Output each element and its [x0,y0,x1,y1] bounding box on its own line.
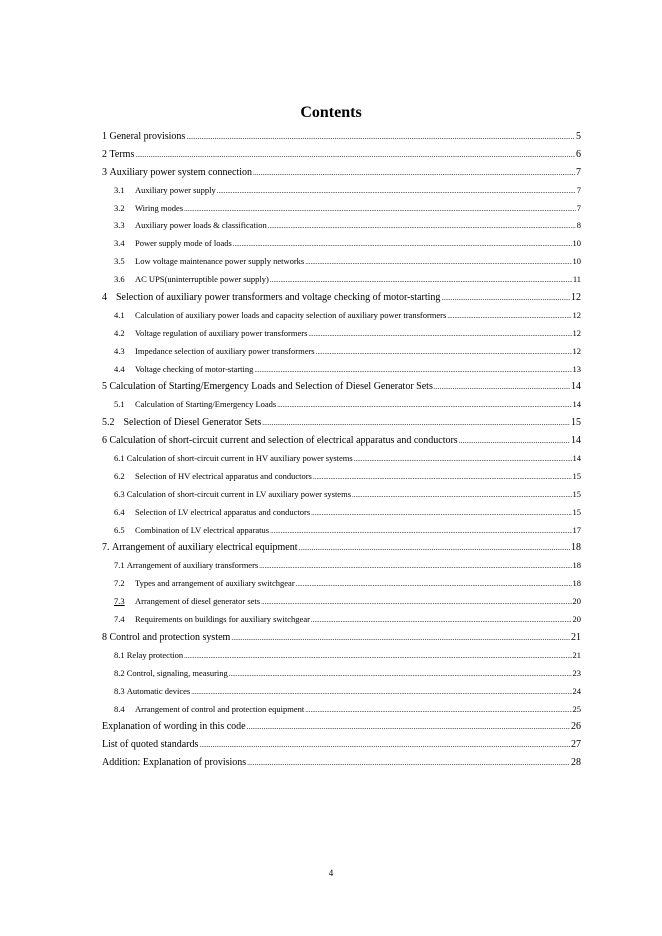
dot-leader [305,704,571,714]
toc-entry-page: 27 [571,739,581,751]
toc-entry[interactable] [102,614,581,632]
toc-entry-number: 6.5 [114,524,125,535]
dot-leader [311,507,571,517]
toc-entry-title: Selection of LV electrical apparatus and conductors [135,506,311,517]
toc-entry-number: 6.4 [114,506,125,517]
toc-entry-number: 8 [102,631,107,643]
toc-entry[interactable] [102,650,581,668]
toc-entry-title: Low voltage maintenance power supply networks [135,256,305,267]
toc-entry-title: Calculation of short-circuit current in LV auxiliary power systems [126,488,352,499]
toc-entry-page: 28 [571,757,581,769]
toc-entry-title: Wiring modes [135,202,184,213]
dot-leader [313,471,572,481]
toc-entry-number: 5.2 [102,417,115,429]
toc-entry-title: Power supply mode of loads [135,238,232,249]
toc-entry-number: 4.1 [114,309,125,320]
dot-leader [184,650,571,660]
toc-entry-title: Arrangement of auxiliary transformers [126,560,259,571]
toc-entry-title: General provisions [109,131,186,142]
toc-entry-page: 23 [572,667,581,678]
toc-entry-page: 8 [576,220,581,231]
toc-entry[interactable] [102,596,581,614]
toc-entry[interactable] [102,435,581,453]
toc-entry[interactable] [102,131,581,149]
toc-entry-title: Arrangement of diesel generator sets [135,596,261,607]
toc-entry[interactable] [102,721,581,739]
toc-entry-page: 14 [571,435,581,447]
toc-entry-number: 3.2 [114,202,125,213]
toc-entry-title: Requirements on buildings for auxiliary switchgear [135,614,310,625]
dot-leader [270,274,572,284]
toc-entry[interactable] [102,346,581,364]
dot-leader [199,739,570,750]
toc-entry[interactable] [102,471,581,489]
toc-entry-number: 8.4 [114,703,125,714]
dot-leader [441,292,570,303]
toc-entry[interactable] [102,739,581,757]
toc-entry-page: 7 [576,184,581,195]
toc-entry-title: Arrangement of auxiliary electrical equipment [112,542,298,554]
toc-entry-title: Arrangement of control and protection equipment [135,703,305,714]
dot-leader [434,381,570,392]
toc-entry-title: Auxiliary power system connection [109,166,252,178]
table-of-contents [102,131,581,775]
toc-entry-page: 24 [572,685,581,696]
toc-entry-page: 6 [576,148,581,160]
toc-entry-number: 5 [102,381,107,393]
toc-entry[interactable] [102,274,581,292]
toc-entry-title: Automatic devices [126,685,191,696]
toc-entry[interactable] [102,489,581,507]
toc-entry-title: Explanation of wording in this code [102,721,246,733]
dot-leader [254,364,571,374]
toc-entry-page: 18 [572,560,581,571]
toc-entry-page: 18 [571,542,581,554]
toc-entry[interactable] [102,704,581,722]
toc-entry-page: 17 [572,524,581,535]
toc-entry-page: 15 [572,506,581,517]
toc-entry-number: 6.2 [114,470,125,481]
toc-entry-number: 3 [102,166,107,178]
toc-entry-number: 6.3 [114,488,125,499]
dot-leader [296,578,572,588]
toc-entry-page: 7 [576,202,581,213]
toc-entry-page: 14 [571,381,581,393]
toc-entry-page: 12 [572,309,581,320]
toc-entry-title: Control, signaling, measuring [126,667,228,678]
toc-entry-number: 3.5 [114,256,125,267]
toc-entry[interactable] [102,220,581,238]
dot-leader [459,435,570,446]
toc-entry-title: Combination of LV electrical apparatus [135,524,270,535]
toc-entry-title: Calculation of auxiliary power loads and capacity selection of auxiliary power transformers [135,309,447,320]
toc-entry-title: Calculation of short-circuit current in HV auxiliary power systems [126,453,353,464]
toc-entry-page: 5 [576,131,581,142]
toc-entry[interactable] [102,560,581,578]
toc-entry-number: 8.3 [114,685,125,696]
toc-entry-title: Addition: Explanation of provisions [102,757,247,769]
toc-entry[interactable] [102,507,581,525]
toc-entry-page: 10 [572,256,581,267]
toc-entry-number: 8.2 [114,667,125,678]
toc-entry[interactable] [102,399,581,417]
toc-entry-page: 12 [571,292,581,304]
toc-entry[interactable] [102,328,581,346]
toc-entry-number: 7.2 [114,578,125,589]
toc-entry-number: 8.1 [114,649,125,660]
toc-entry-number: 6.1 [114,453,125,464]
toc-entry[interactable] [102,256,581,274]
dot-leader [311,614,572,624]
dot-leader [298,542,570,553]
toc-entry-title: List of quoted standards [102,739,199,751]
toc-entry-number: 5.1 [114,399,125,410]
toc-entry-page: 26 [571,721,581,733]
toc-entry[interactable] [102,578,581,596]
toc-entry-number: 4.3 [114,345,125,356]
dot-leader [261,596,571,606]
toc-entry-number: 3.3 [114,220,125,231]
toc-entry[interactable] [102,381,581,399]
toc-entry-page: 13 [572,363,581,374]
toc-entry-page: 15 [572,470,581,481]
dot-leader [233,238,572,248]
toc-entry-title: AC UPS(uninterruptible power supply) [135,274,269,285]
toc-entry[interactable] [102,417,581,435]
dot-leader [316,346,572,356]
toc-entry-number: 7.4 [114,614,125,625]
toc-entry-number: 2 [102,148,107,160]
toc-entry-page: 14 [572,399,581,410]
toc-entry[interactable] [102,238,581,256]
dot-leader [135,149,575,160]
toc-entry-number: 4.4 [114,363,125,374]
toc-entry-number: 3.1 [114,184,125,195]
page-title: Contents [300,104,362,121]
toc-entry[interactable] [102,149,581,167]
toc-entry-page: 15 [571,417,581,429]
dot-leader [277,399,571,409]
toc-entry-page: 12 [572,327,581,338]
toc-entry-page: 14 [572,453,581,464]
toc-entry-number: 3.6 [114,274,125,285]
toc-entry-number: 7.1 [114,560,125,571]
dot-leader [305,256,571,266]
toc-entry-number: 6 [102,435,107,447]
toc-entry-number: 7. [102,542,110,554]
dot-leader [186,131,575,142]
dot-leader [262,417,570,428]
toc-entry-number: 3.4 [114,238,125,249]
toc-entry[interactable] [102,525,581,543]
toc-entry-title: Auxiliary power supply [135,184,216,195]
dot-leader [354,453,572,463]
toc-entry-page: 10 [572,238,581,249]
toc-entry-page: 21 [572,649,581,660]
toc-entry-title: Selection of Diesel Generator Sets [123,417,262,429]
toc-entry-number: 7.3 [114,596,125,607]
toc-entry[interactable] [102,453,581,471]
toc-entry-page: 12 [572,345,581,356]
toc-entry-page: 18 [572,578,581,589]
toc-entry[interactable] [102,292,581,310]
toc-entry-page: 15 [572,488,581,499]
toc-entry-title: Calculation of Starting/Emergency Loads [135,399,277,410]
toc-entry-title: Terms [109,148,135,160]
dot-leader [231,632,570,643]
toc-entry-number: 1 [102,131,107,142]
toc-entry[interactable] [102,185,581,203]
dot-leader [229,668,572,678]
dot-leader [184,203,576,213]
toc-entry-title: Impedance selection of auxiliary power transformers [135,345,315,356]
toc-entry[interactable] [102,686,581,704]
dot-leader [352,489,571,499]
toc-entry-title: Selection of HV electrical apparatus and conductors [135,470,312,481]
toc-entry-title: Selection of auxiliary power transformers and voltage checking of motor-starting [116,292,441,304]
toc-entry-number: 4 [102,292,107,304]
toc-entry[interactable] [102,632,581,650]
dot-leader [217,185,576,195]
toc-entry-page: 21 [571,631,581,643]
dot-leader [308,328,571,338]
dot-leader [191,686,571,696]
toc-entry[interactable] [102,364,581,382]
toc-entry-page: 11 [572,274,581,285]
toc-entry-page: 20 [572,596,581,607]
dot-leader [247,757,570,768]
toc-entry[interactable] [102,542,581,560]
toc-entry-page: 20 [572,614,581,625]
dot-leader [268,220,576,230]
toc-entry-title: Relay protection [126,649,184,660]
dot-leader [259,560,571,570]
toc-entry-page: 7 [576,166,581,178]
toc-entry-page: 25 [572,703,581,714]
toc-entry-number: 4.2 [114,327,125,338]
toc-entry[interactable] [102,757,581,775]
toc-entry[interactable] [102,167,581,185]
toc-entry-title: Voltage checking of motor-starting [135,363,254,374]
toc-entry-title: Voltage regulation of auxiliary power transformers [135,327,308,338]
dot-leader [447,310,571,320]
dot-leader [253,167,575,178]
toc-entry[interactable] [102,310,581,328]
toc-entry[interactable] [102,203,581,221]
toc-entry-title: Control and protection system [109,631,231,643]
toc-entry[interactable] [102,668,581,686]
dot-leader [247,721,570,732]
toc-entry-title: Types and arrangement of auxiliary switchgear [135,578,295,589]
toc-entry-title: Calculation of Starting/Emergency Loads and Selection of Diesel Generator Sets [109,381,433,393]
page-number: 4 [328,868,334,878]
toc-entry-title: Calculation of short-circuit current and selection of electrical apparatus and conductors [109,435,458,447]
dot-leader [270,525,571,535]
toc-entry-title: Auxiliary power loads & classification [135,220,267,231]
